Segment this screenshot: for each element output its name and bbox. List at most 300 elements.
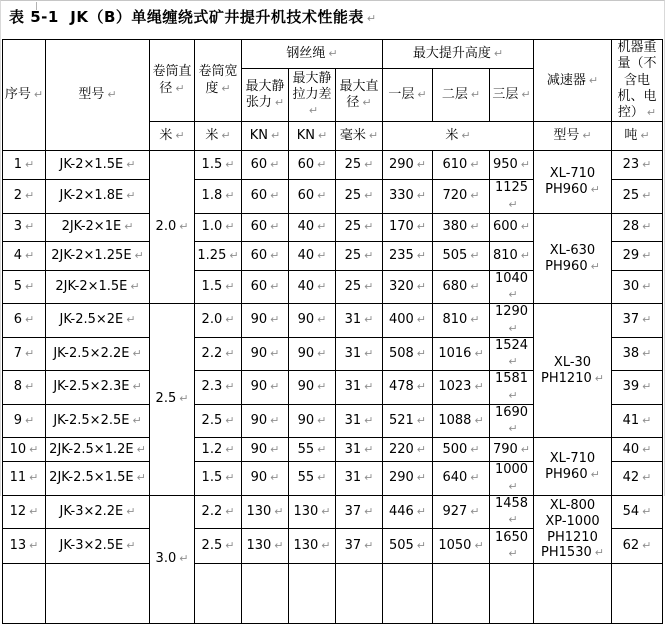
header-layer3[interactable]: 三层 ↵	[490, 68, 534, 121]
cell-height-layer1-value: 400	[388, 312, 414, 328]
paragraph-mark: ↵	[364, 189, 374, 203]
paragraph-mark: ↵	[175, 129, 185, 143]
cell-drum-width-value: 2.2	[201, 503, 223, 519]
cell-max-static-tension-diff-value: 90	[297, 312, 315, 328]
reducer-line	[535, 355, 610, 371]
header-wire-rope-group[interactable]: 钢丝绳 ↵	[242, 40, 383, 69]
cell-height-layer2[interactable]	[433, 270, 490, 304]
cell-height-layer3[interactable]	[490, 438, 534, 462]
cell-height-layer1-value: 478	[388, 379, 414, 395]
cell-height-layer2-value: 1023	[438, 379, 472, 395]
cell-max-static-tension-diff[interactable]	[289, 270, 336, 304]
cell-max-rope-diameter[interactable]	[336, 241, 383, 270]
paragraph-mark: ↵	[25, 279, 35, 293]
cell-max-rope-diameter[interactable]	[336, 529, 383, 564]
header-drum-diameter[interactable]: 卷筒直径 ↵	[150, 40, 195, 122]
cell-drum-width[interactable]	[195, 564, 242, 624]
cell-seq[interactable]	[3, 304, 46, 338]
cell-drum-width[interactable]	[195, 213, 242, 241]
cell-drum-width[interactable]	[195, 404, 242, 438]
paragraph-mark: ↵	[317, 471, 327, 485]
cell-height-layer1[interactable]	[383, 304, 433, 338]
cell-max-static-tension-value: 90	[250, 379, 268, 395]
reducer-line-value: PH960	[545, 466, 588, 482]
cell-drum-width-value: 1.5	[201, 157, 223, 173]
cell-height-layer1[interactable]	[383, 241, 433, 270]
cell-drum-width[interactable]	[195, 495, 242, 529]
cell-max-rope-diameter[interactable]	[336, 438, 383, 462]
cell-height-layer3-value: 1000	[494, 462, 529, 478]
table-caption[interactable]	[9, 6, 377, 27]
cell-seq-value: 12	[9, 503, 27, 519]
cell-max-static-tension-value: 90	[250, 345, 268, 361]
cell-height-layer2[interactable]	[433, 438, 490, 462]
paragraph-mark: ↵	[225, 504, 235, 518]
cell-model[interactable]	[46, 371, 150, 405]
cell-max-static-tension-diff[interactable]	[289, 371, 336, 405]
cell-model-value: JK-3×2.5E	[59, 538, 124, 554]
cell-max-static-tension[interactable]	[242, 564, 289, 624]
cell-seq[interactable]	[3, 529, 46, 564]
cell-seq[interactable]	[3, 180, 46, 214]
header-max-lift-height-group[interactable]: 最大提升高度 ↵	[383, 40, 534, 69]
cell-drum-width[interactable]	[195, 151, 242, 180]
cell-reducer[interactable]	[534, 564, 612, 624]
cell-max-rope-diameter[interactable]	[336, 304, 383, 338]
cell-weight[interactable]	[612, 180, 663, 214]
paragraph-mark: ↵	[416, 346, 427, 360]
cell-weight-value: 39	[622, 379, 640, 395]
cell-model[interactable]	[46, 462, 150, 496]
cell-max-static-tension-diff[interactable]	[289, 241, 336, 270]
paragraph-mark: ↵	[136, 471, 146, 485]
cell-height-layer1[interactable]	[383, 495, 433, 529]
cell-model[interactable]	[46, 270, 150, 304]
cell-height-layer2[interactable]	[433, 529, 490, 564]
cell-height-layer2[interactable]	[433, 564, 490, 624]
paragraph-mark: ↵	[642, 471, 652, 485]
paragraph-mark: ↵	[33, 88, 44, 101]
cell-max-static-tension-diff[interactable]	[289, 564, 336, 624]
cell-height-layer2-value: 1088	[438, 412, 472, 428]
paragraph-mark: ↵	[25, 313, 35, 327]
unit-drum-diameter[interactable]: 米 ↵	[150, 122, 195, 151]
paragraph-mark: ↵	[470, 442, 480, 456]
paragraph-mark: ↵	[317, 158, 327, 172]
cell-max-static-tension[interactable]	[242, 270, 289, 304]
cell-max-rope-diameter-value: 25	[344, 247, 362, 263]
cell-height-layer1[interactable]	[383, 564, 433, 624]
header-layer1[interactable]: 一层 ↵	[383, 68, 433, 121]
cell-height-layer3[interactable]	[490, 151, 534, 180]
cell-height-layer2[interactable]	[433, 304, 490, 338]
cell-height-layer3[interactable]	[490, 180, 534, 214]
paragraph-mark: ↵	[364, 279, 374, 293]
paragraph-mark: ↵	[364, 158, 374, 172]
cell-max-rope-diameter[interactable]	[336, 371, 383, 405]
cell-max-static-tension-value: 60	[250, 188, 268, 204]
cell-max-static-tension[interactable]	[242, 241, 289, 270]
cell-max-static-tension-diff[interactable]	[289, 151, 336, 180]
cell-model[interactable]	[46, 180, 150, 214]
paragraph-mark: ↵	[521, 87, 531, 101]
cell-weight[interactable]	[612, 371, 663, 405]
paragraph-mark: ↵	[416, 413, 427, 427]
paragraph-mark: ↵	[470, 248, 480, 262]
paragraph-mark: ↵	[416, 189, 427, 203]
cell-height-layer3[interactable]	[490, 404, 534, 438]
paragraph-mark: ↵	[642, 248, 652, 262]
paragraph-mark: ↵	[274, 539, 284, 553]
cell-drum-width[interactable]	[195, 371, 242, 405]
unit-tension[interactable]: KN ↵	[242, 122, 289, 151]
cell-weight-value: 23	[622, 157, 640, 173]
unit-weight[interactable]: 吨 ↵	[612, 122, 663, 151]
paragraph-mark: ↵	[470, 87, 481, 101]
cell-reducer[interactable]	[534, 438, 612, 496]
cell-max-static-tension-diff-value: 40	[297, 247, 315, 263]
paragraph-mark: ↵	[416, 279, 427, 293]
cell-drum-diameter-value: 2.5	[155, 391, 177, 407]
paragraph-mark: ↵	[270, 279, 280, 293]
cell-model[interactable]	[46, 404, 150, 438]
cell-weight[interactable]	[612, 404, 663, 438]
cell-max-static-tension-diff-value: 60	[297, 157, 315, 173]
cell-height-layer2-value: 810	[442, 312, 468, 328]
cell-max-static-tension-diff[interactable]	[289, 180, 336, 214]
cell-height-layer1[interactable]	[383, 404, 433, 438]
cell-max-static-tension[interactable]	[242, 151, 289, 180]
cell-max-static-tension[interactable]	[242, 404, 289, 438]
cell-height-layer3[interactable]	[490, 213, 534, 241]
paragraph-mark: ↵	[317, 248, 327, 262]
cell-drum-width[interactable]	[195, 438, 242, 462]
cell-max-rope-diameter-value: 25	[344, 157, 362, 173]
cell-seq[interactable]	[3, 462, 46, 496]
cell-seq[interactable]	[3, 270, 46, 304]
paragraph-mark: ↵	[590, 259, 600, 273]
cell-height-layer1[interactable]	[383, 151, 433, 180]
cell-drum-width[interactable]	[195, 529, 242, 564]
cell-seq[interactable]	[3, 241, 46, 270]
cell-height-layer3[interactable]	[490, 337, 534, 371]
cell-max-static-tension-diff[interactable]	[289, 213, 336, 241]
cell-height-layer3[interactable]	[490, 564, 534, 624]
cell-height-layer2[interactable]	[433, 404, 490, 438]
header-seq[interactable]: 序号 ↵	[3, 40, 46, 151]
header-machine-weight[interactable]: 机器重量（不含电机、电控） ↵	[612, 40, 663, 122]
cell-max-static-tension[interactable]	[242, 495, 289, 529]
paragraph-mark: ↵	[364, 539, 374, 553]
cell-seq-value: 11	[9, 470, 27, 486]
cell-height-layer2-value: 380	[442, 219, 468, 235]
cell-height-layer2[interactable]	[433, 180, 490, 214]
cell-height-layer1[interactable]	[383, 529, 433, 564]
cell-max-static-tension-value: 90	[250, 312, 268, 328]
paragraph-mark: ↵	[25, 248, 35, 262]
cell-reducer[interactable]	[534, 151, 612, 214]
cell-max-rope-diameter[interactable]	[336, 564, 383, 624]
cell-height-layer2[interactable]	[433, 241, 490, 270]
table-caption-text: 表 5-1 JK（B）单绳缠绕式矿井提升机技术性能表	[9, 8, 364, 26]
cell-model[interactable]	[46, 438, 150, 462]
paragraph-mark: ↵	[225, 539, 235, 553]
paragraph-mark: ↵	[271, 129, 281, 143]
paragraph-mark: ↵	[270, 248, 280, 262]
cell-max-static-tension-value: 60	[250, 278, 268, 294]
cell-model[interactable]	[46, 241, 150, 270]
paragraph-mark: ↵	[29, 471, 39, 485]
cell-seq[interactable]	[3, 371, 46, 405]
cell-seq-value: 4	[13, 247, 23, 263]
cell-weight[interactable]	[612, 270, 663, 304]
cell-weight[interactable]	[612, 151, 663, 180]
reducer-line	[535, 451, 610, 467]
cell-weight-value: 37	[622, 312, 640, 328]
cell-height-layer1[interactable]	[383, 180, 433, 214]
cell-max-static-tension[interactable]	[242, 371, 289, 405]
cell-height-layer3[interactable]	[490, 529, 534, 564]
cell-drum-width[interactable]	[195, 304, 242, 338]
cell-height-layer3-value: 950	[492, 157, 518, 173]
cell-weight-value: 29	[622, 247, 640, 263]
cell-drum-width[interactable]	[195, 337, 242, 371]
cell-model-value: 2JK-2.5×1.5E	[49, 470, 134, 486]
cell-height-layer3[interactable]	[490, 371, 534, 405]
paragraph-mark: ↵	[130, 279, 140, 293]
cell-seq[interactable]	[3, 495, 46, 529]
cell-seq[interactable]	[3, 564, 46, 624]
cell-max-static-tension-value: 60	[250, 157, 268, 173]
header-layer2[interactable]: 二层 ↵	[433, 68, 490, 121]
paragraph-mark: ↵	[640, 129, 650, 143]
paragraph-mark: ↵	[364, 442, 374, 456]
cell-seq[interactable]	[3, 337, 46, 371]
cell-height-layer2[interactable]	[433, 371, 490, 405]
paragraph-mark: ↵	[364, 248, 374, 262]
cell-height-layer1[interactable]	[383, 337, 433, 371]
cell-max-static-tension[interactable]	[242, 180, 289, 214]
paragraph-mark: ↵	[29, 539, 39, 553]
cell-height-layer1[interactable]	[383, 462, 433, 496]
paragraph-mark: ↵	[364, 504, 374, 518]
cell-height-layer3-value: 1524	[494, 337, 529, 353]
unit-rope-diameter[interactable]: 毫米 ↵	[336, 122, 383, 151]
cell-reducer[interactable]	[534, 304, 612, 438]
cell-drum-diameter[interactable]	[150, 304, 195, 496]
cell-drum-width-value: 1.0	[201, 219, 223, 235]
header-reducer[interactable]: 减速器 ↵	[534, 40, 612, 122]
cell-height-layer3[interactable]	[490, 495, 534, 529]
cell-height-layer1[interactable]	[383, 270, 433, 304]
cell-drum-width[interactable]	[195, 180, 242, 214]
cell-seq-value: 5	[13, 278, 23, 294]
table-row	[3, 304, 663, 338]
cell-weight-value: 25	[622, 188, 640, 204]
cell-max-static-tension[interactable]	[242, 462, 289, 496]
cell-max-rope-diameter[interactable]	[336, 495, 383, 529]
header-model[interactable]: 型号 ↵	[46, 40, 150, 151]
cell-height-layer2[interactable]	[433, 495, 490, 529]
cell-height-layer2[interactable]	[433, 151, 490, 180]
header-max-static-tension[interactable]: 最大静张力 ↵	[242, 68, 289, 121]
header-max-static-tension-diff[interactable]: 最大静拉力差↵	[289, 68, 336, 121]
paragraph-mark: ↵	[221, 129, 231, 143]
paragraph-mark: ↵	[416, 442, 427, 456]
cell-weight[interactable]	[612, 529, 663, 564]
cell-model[interactable]	[46, 304, 150, 338]
paragraph-mark: ↵	[474, 380, 484, 394]
cell-height-layer3[interactable]	[490, 241, 534, 270]
cell-weight-value: 62	[622, 538, 640, 554]
cell-max-static-tension-diff[interactable]	[289, 438, 336, 462]
cell-height-layer1-value: 330	[388, 188, 414, 204]
cell-max-static-tension[interactable]	[242, 304, 289, 338]
cell-max-static-tension[interactable]	[242, 438, 289, 462]
cell-height-layer2[interactable]	[433, 462, 490, 496]
cell-weight[interactable]	[612, 462, 663, 496]
table-row	[3, 151, 663, 180]
cell-height-layer1[interactable]	[383, 371, 433, 405]
paragraph-mark: ↵	[474, 413, 484, 427]
cell-height-layer1[interactable]	[383, 438, 433, 462]
cell-height-layer2-value: 640	[442, 470, 468, 486]
cell-height-layer2[interactable]	[433, 213, 490, 241]
cell-max-rope-diameter-value: 25	[344, 219, 362, 235]
cell-weight[interactable]	[612, 241, 663, 270]
cell-height-layer3[interactable]	[490, 462, 534, 496]
cell-drum-diameter[interactable]	[150, 495, 195, 624]
cell-model[interactable]	[46, 337, 150, 371]
cell-max-static-tension[interactable]	[242, 337, 289, 371]
cell-model[interactable]	[46, 564, 150, 624]
cell-drum-width-value: 2.2	[201, 345, 223, 361]
header-max-rope-diameter[interactable]: 最大直径 ↵	[336, 68, 383, 121]
cell-max-rope-diameter-value: 25	[344, 278, 362, 294]
cell-weight[interactable]	[612, 438, 663, 462]
paragraph-mark: ↵	[126, 189, 136, 203]
unit-height[interactable]: 米 ↵	[383, 122, 534, 151]
paragraph-mark: ↵	[508, 388, 518, 402]
cell-seq-value: 8	[13, 379, 23, 395]
unit-reducer[interactable]: 型号 ↵	[534, 122, 612, 151]
paragraph-mark: ↵	[317, 313, 327, 327]
cell-max-rope-diameter[interactable]	[336, 337, 383, 371]
paragraph-mark: ↵	[225, 189, 235, 203]
cell-weight-value: 28	[622, 219, 640, 235]
cell-weight[interactable]	[612, 495, 663, 529]
cell-drum-width[interactable]	[195, 462, 242, 496]
paragraph-mark: ↵	[416, 158, 427, 172]
cell-seq[interactable]	[3, 438, 46, 462]
cell-max-rope-diameter[interactable]	[336, 462, 383, 496]
cell-max-static-tension[interactable]	[242, 213, 289, 241]
cell-height-layer2[interactable]	[433, 337, 490, 371]
cell-max-static-tension[interactable]	[242, 529, 289, 564]
cell-max-static-tension-diff[interactable]	[289, 462, 336, 496]
paragraph-mark: ↵	[270, 413, 280, 427]
cell-max-rope-diameter-value: 31	[344, 345, 362, 361]
cell-max-static-tension-diff[interactable]	[289, 529, 336, 564]
cell-model-value: JK-2×1.5E	[59, 157, 124, 173]
cell-weight[interactable]	[612, 337, 663, 371]
cell-weight[interactable]	[612, 304, 663, 338]
cell-max-static-tension-value: 90	[250, 470, 268, 486]
reducer-line	[535, 498, 610, 514]
cell-max-static-tension-diff[interactable]	[289, 304, 336, 338]
paragraph-mark: ↵	[508, 197, 518, 211]
paragraph-mark: ↵	[364, 380, 374, 394]
cell-height-layer3-value: 1040	[494, 270, 529, 286]
cell-max-rope-diameter[interactable]	[336, 404, 383, 438]
paragraph-mark: ↵	[317, 413, 327, 427]
paragraph-mark: ↵	[270, 346, 280, 360]
cell-height-layer3[interactable]	[490, 270, 534, 304]
cell-seq-value: 6	[13, 312, 23, 328]
cell-model[interactable]	[46, 529, 150, 564]
cell-weight[interactable]	[612, 564, 663, 624]
cell-drum-width-value: 1.2	[201, 441, 223, 457]
cell-drum-width[interactable]	[195, 241, 242, 270]
paragraph-mark: ↵	[642, 279, 652, 293]
cell-max-static-tension-diff[interactable]	[289, 337, 336, 371]
paragraph-mark: ↵	[29, 504, 39, 518]
cell-seq[interactable]	[3, 151, 46, 180]
paragraph-mark: ↵	[317, 380, 327, 394]
reducer-line-value: XP-1000	[545, 513, 600, 529]
paragraph-mark: ↵	[642, 189, 652, 203]
paragraph-mark: ↵	[25, 158, 35, 172]
cell-max-static-tension-value: 60	[250, 247, 268, 263]
table-body	[3, 151, 663, 624]
cell-max-rope-diameter[interactable]	[336, 213, 383, 241]
paragraph-mark: ↵	[642, 346, 652, 360]
cell-model-value: 2JK-2.5×1.2E	[49, 441, 134, 457]
cell-seq[interactable]	[3, 404, 46, 438]
unit-tension-diff[interactable]: KN ↵	[289, 122, 336, 151]
paragraph-mark: ↵	[642, 158, 652, 172]
cell-max-static-tension-value: 130	[246, 503, 272, 519]
cell-model[interactable]	[46, 495, 150, 529]
cell-model[interactable]	[46, 213, 150, 241]
cell-height-layer3-value: 1458	[494, 495, 529, 511]
paragraph-mark: ↵	[225, 442, 235, 456]
cell-height-layer3[interactable]	[490, 304, 534, 338]
cell-max-rope-diameter[interactable]	[336, 151, 383, 180]
cell-max-rope-diameter[interactable]	[336, 180, 383, 214]
cell-height-layer1-value: 508	[388, 345, 414, 361]
cell-reducer[interactable]	[534, 495, 612, 564]
cell-drum-width[interactable]	[195, 270, 242, 304]
cell-seq[interactable]	[3, 213, 46, 241]
header-drum-width[interactable]: 卷筒宽度 ↵	[195, 40, 242, 122]
paragraph-mark: ↵	[520, 248, 531, 262]
paragraph-mark: ↵	[126, 158, 136, 172]
reducer-line	[535, 259, 610, 275]
cell-max-rope-diameter[interactable]	[336, 270, 383, 304]
paragraph-mark: ↵	[132, 380, 142, 394]
cell-reducer[interactable]	[534, 213, 612, 304]
cell-model[interactable]	[46, 151, 150, 180]
unit-drum-width[interactable]: 米 ↵	[195, 122, 242, 151]
cell-max-static-tension-diff[interactable]	[289, 495, 336, 529]
reducer-line-value: XL-800	[549, 497, 596, 513]
cell-drum-diameter[interactable]	[150, 151, 195, 304]
cell-weight[interactable]	[612, 213, 663, 241]
reducer-line-value: PH960	[545, 258, 588, 274]
cell-height-layer1[interactable]	[383, 213, 433, 241]
cell-max-static-tension-diff[interactable]	[289, 404, 336, 438]
